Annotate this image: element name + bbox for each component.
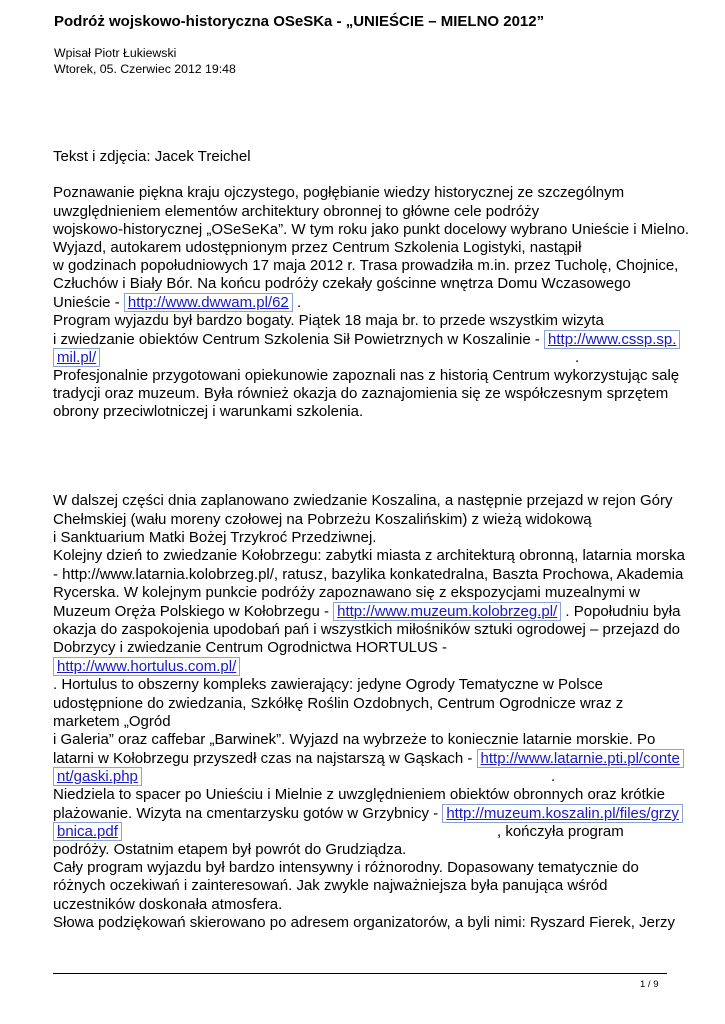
text-line: Kolejny dzień to zwiedzanie Kołobrzegu: zabytki miasta z architekturą obronną, latarnia morska <box>53 547 685 564</box>
text-line <box>53 750 684 768</box>
text-line: . Hortulus to obszerny kompleks zawierający: jedyne Ogrody Tematyczne w Polsce <box>53 676 603 693</box>
text-fragment: . <box>551 768 556 785</box>
text-line <box>53 805 683 823</box>
page-number: 1 / 9 <box>640 979 659 990</box>
text-line: podróży. Ostatnim etapem był powrót do Grudziądza. <box>53 841 407 858</box>
text-line <box>53 768 142 786</box>
text-fragment: plażowanie. Wizyta na cmentarzysku gotów w Grzybnicy - <box>53 805 443 822</box>
text-line <box>53 349 100 367</box>
text-line: tradycji oraz muzeum. Była również okazja do zaznajomienia się ze współczesnym sprzętem <box>53 385 669 402</box>
text-line: Słowa podziękowań skierowano po adresem organizatorów, a byli nimi: Ryszard Fierek, Jerzy <box>53 914 675 931</box>
text-line: udostępnione do zwiedzania, Szkółkę Roślin Ozdobnych, Centrum Ogrodnicze wraz z <box>53 695 624 712</box>
link-hortulus[interactable]: http://www.hortulus.com.pl/ <box>53 657 240 676</box>
text-fragment: . <box>296 294 302 311</box>
text-line: Chełmskiej (wału moreny czołowej na Pobrzeżu Koszalińskim) z wieżą widokową <box>53 511 592 528</box>
text-fragment: Unieście - <box>53 294 124 311</box>
text-line <box>53 294 301 312</box>
text-line: i Galeria” oraz caffebar „Barwinek”. Wyjazd na wybrzeże to koniecznie latarnie morskie. Po <box>53 731 656 748</box>
text-line: Człuchów i Biały Bór. Na końcu podróży czekały gościnne wnętrza Domu Wczasowego <box>53 275 631 292</box>
text-line: marketem „Ogród <box>53 713 171 730</box>
text-line: wojskowo-historycznej „OSeSeKa”. W tym roku jako punkt docelowy wybrano Unieście i Mielno. <box>53 221 690 238</box>
text-line: Cały program wyjazdu był bardzo intensywny i różnorodny. Dopasowany tematycznie do <box>53 859 639 876</box>
page-title: Podróż wojskowo-historyczna OSeSKa - „UNIEŚCIE – MIELNO 2012” <box>54 13 545 30</box>
link-muzeum-koszalin[interactable]: http://muzeum.koszalin.pl/files/grzy <box>442 804 683 823</box>
text-line: Dobrzycy i zwiedzanie Centrum Ogrodnictwa HORTULUS - <box>53 639 448 656</box>
text-line: W dalszej części dnia zaplanowano zwiedzanie Koszalina, a następnie przejazd w rejon Góry <box>53 492 673 509</box>
link-latarnie-gaski[interactable]: http://www.latarnie.pti.pl/conte <box>477 749 684 768</box>
text-line <box>53 658 240 676</box>
link-dwwam[interactable]: http://www.dwwam.pl/62 <box>124 293 293 312</box>
text-line: Wyjazd, autokarem udostępnionym przez Centrum Szkolenia Logistyki, nastąpił <box>53 239 582 256</box>
text-fragment: Muzeum Oręża Polskiego w Kołobrzegu - <box>53 603 334 620</box>
link-muzeum-koszalin-continued[interactable]: bnica.pdf <box>53 822 122 841</box>
text-line: uczestników doskonała atmosfera. <box>53 896 283 913</box>
text-line: i Sanktuarium Matki Bożej Trzykroć Przedziwnej. <box>53 529 377 546</box>
text-fragment: , kończyła program <box>497 823 624 840</box>
text-line: okazja do zaspokojenia upodobań pań i wszystkich miłośników sztuki ogrodowej – przejazd do <box>53 621 681 638</box>
text-line <box>53 331 680 349</box>
text-line: Niedziela to spacer po Unieściu i Mielnie z uwzględnieniem obiektów obronnych oraz krótkie <box>53 786 665 803</box>
text-fragment: . Popołudniu była <box>565 603 681 620</box>
link-cssp[interactable]: http://www.cssp.sp. <box>544 330 680 349</box>
text-line: różnych oczekiwań i zainteresowań. Jak zwykle najważniejsza była panująca wśród <box>53 877 608 894</box>
text-line: - http://www.latarnia.kolobrzeg.pl/, ratusz, bazylika konkatedralna, Baszta Prochowa, Akademia <box>53 566 684 583</box>
text-fragment: latarni w Kołobrzegu przyszedł czas na najstarszą w Gąskach - <box>53 750 477 767</box>
text-line <box>53 823 122 841</box>
text-line: Profesjonalnie przygotowani opiekunowie zapoznali nas z historią Centrum wykorzystując salę <box>53 367 680 384</box>
text-line: obrony przeciwlotniczej i warunkami szkolenia. <box>53 403 364 420</box>
text-line <box>53 603 680 621</box>
text-line: Program wyjazdu był bardzo bogaty. Piątek 18 maja br. to przede wszystkim wizyta <box>53 312 604 329</box>
text-line: w godzinach popołudniowych 17 maja 2012 r. Trasa prowadziła m.in. przez Tucholę, Chojnice, <box>53 257 679 274</box>
date-line: Wtorek, 05. Czerwiec 2012 19:48 <box>54 62 236 76</box>
footer-divider <box>53 973 667 974</box>
link-cssp-continued[interactable]: mil.pl/ <box>53 348 100 367</box>
text-fragment: . <box>575 349 580 366</box>
text-line: uwzględnieniem elementów architektury obronnej to główne cele podróży <box>53 203 540 220</box>
link-latarnie-gaski-continued[interactable]: nt/gaski.php <box>53 767 142 786</box>
author-line: Wpisał Piotr Łukiewski <box>54 46 177 60</box>
text-line: Rycerska. W kolejnym punkcie podróży zapoznawano się z ekspozycjami muzealnymi w <box>53 584 640 601</box>
link-muzeum-kolobrzeg[interactable]: http://www.muzeum.kolobrzeg.pl/ <box>333 602 561 621</box>
photo-credit: Tekst i zdjęcia: Jacek Treichel <box>53 148 251 165</box>
text-fragment: i zwiedzanie obiektów Centrum Szkolenia Sił Powietrznych w Koszalinie - <box>53 331 545 348</box>
text-line: Poznawanie piękna kraju ojczystego, pogłębianie wiedzy historycznej ze szczególnym <box>53 184 625 201</box>
